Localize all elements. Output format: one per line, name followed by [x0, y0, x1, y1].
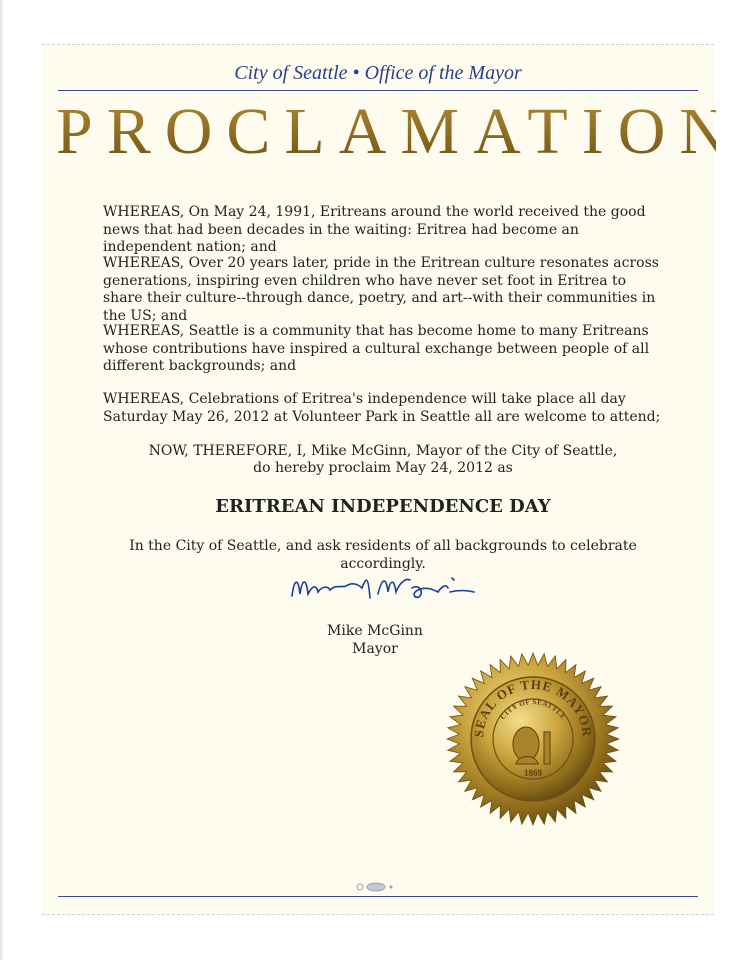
signer-block	[300, 622, 450, 658]
document-title: PROCLAMATION	[56, 95, 742, 168]
whereas-paragraph-4: WHEREAS, Celebrations of Eritrea's independence will take place all day Saturday May 26, 2012 at Volunteer Park in Seattle all are welcome to attend;	[103, 391, 661, 425]
proclaimed-day: ERITREAN INDEPENDENCE DAY	[215, 496, 551, 517]
page-edge-shadow	[0, 0, 4, 960]
now-therefore-line-2: do hereby proclaim May 24, 2012 as	[253, 460, 513, 476]
whereas-paragraph-3: WHEREAS, Seattle is a community that has become home to many Eritreans whose contributions have inspired a cultural exchange between people of all different backgrounds; and	[103, 323, 650, 374]
header-rule	[58, 90, 698, 91]
seal-city-text: CITY OF SEATTLE	[498, 697, 568, 722]
closing-statement: In the City of Seattle, and ask residents of all backgrounds to celebrate accordingly.	[129, 538, 637, 572]
whereas-paragraph-1: WHEREAS, On May 24, 1991, Eritreans around the world received the good news that had been decades in the waiting: Eritrea had become an independent nation; and	[103, 204, 646, 255]
mayor-seal	[446, 652, 620, 826]
signer-title: Mayor	[352, 641, 398, 657]
printer-mark	[354, 880, 398, 894]
mayor-signature	[288, 568, 478, 608]
sheet-bottom-edge	[42, 914, 714, 915]
footer-rule	[58, 896, 698, 897]
whereas-paragraph-2: WHEREAS, Over 20 years later, pride in the Eritrean culture resonates across generations, inspiring even children who have never set foot in Eritrea to share their culture--through dance, poetry, and art--with their communities in the US; and	[103, 255, 659, 324]
office-header: City of Seattle • Office of the Mayor	[234, 62, 522, 84]
signer-name: Mike McGinn	[327, 623, 423, 639]
seal-outer-text: SEAL OF THE MAYOR	[470, 676, 596, 739]
seal-year: 1869	[524, 768, 542, 778]
now-therefore-line-1: NOW, THEREFORE, I, Mike McGinn, Mayor of the City of Seattle,	[148, 443, 618, 459]
